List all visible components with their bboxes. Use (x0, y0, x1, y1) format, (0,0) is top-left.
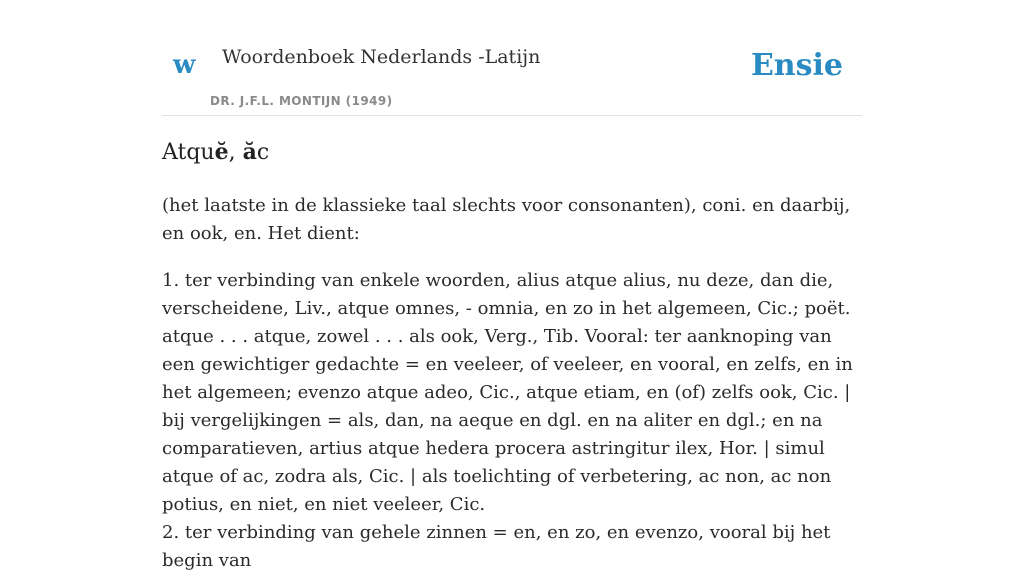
headword-accent: ă (242, 139, 257, 165)
entry-card (162, 0, 862, 571)
dictionary-logo-icon[interactable]: w (173, 50, 196, 80)
entry-sense-1: 1. ter verbinding van enkele woorden, alius atque alius, nu deze, dan die, verscheidene, Liv., atque omnes, - omnia, en zo in het algemeen, Cic.; poët. atque . . . atque, zowel . . . als ook, Verg., Tib. Vooral: ter aanknoping van een gewichtiger gedachte = en veeleer, of veeleer, en vooral, en zelfs, en in het algemeen; evenzo atque adeo, Cic., atque etiam, en (of) zelfs ook, Cic. | bij vergelijkingen = als, dan, na aeque en dgl. en na aliter en dgl.; en na comparatieven, artius atque hedera procera astringitur ilex, Hor. | simul atque of ac, zodra als, Cic. | als toelichting of verbetering, ac non, ac non potius, en niet, en niet veeleer, Cic. (162, 270, 853, 515)
entry-sense-2: 2. ter verbinding van gehele zinnen = en, en zo, en evenzo, vooral bij het begin van (162, 522, 831, 571)
headword-part: Atqu (162, 140, 215, 165)
headword-separator: , (228, 140, 243, 165)
dictionary-header (162, 0, 862, 116)
entry-body (162, 192, 862, 575)
headword (162, 139, 269, 166)
ensie-brand-logo[interactable]: Ensie (750, 48, 843, 83)
dictionary-title[interactable]: Woordenboek Nederlands -Latijn (222, 46, 541, 68)
entry-intro: (het laatste in de klassieke taal slechts voor consonanten), coni. en daarbij, en ook, en. Het dient: (162, 195, 851, 244)
headword-accent: ĕ (214, 139, 229, 165)
headword-part: c (256, 140, 270, 165)
dictionary-author: DR. J.F.L. MONTIJN (1949) (210, 94, 393, 108)
